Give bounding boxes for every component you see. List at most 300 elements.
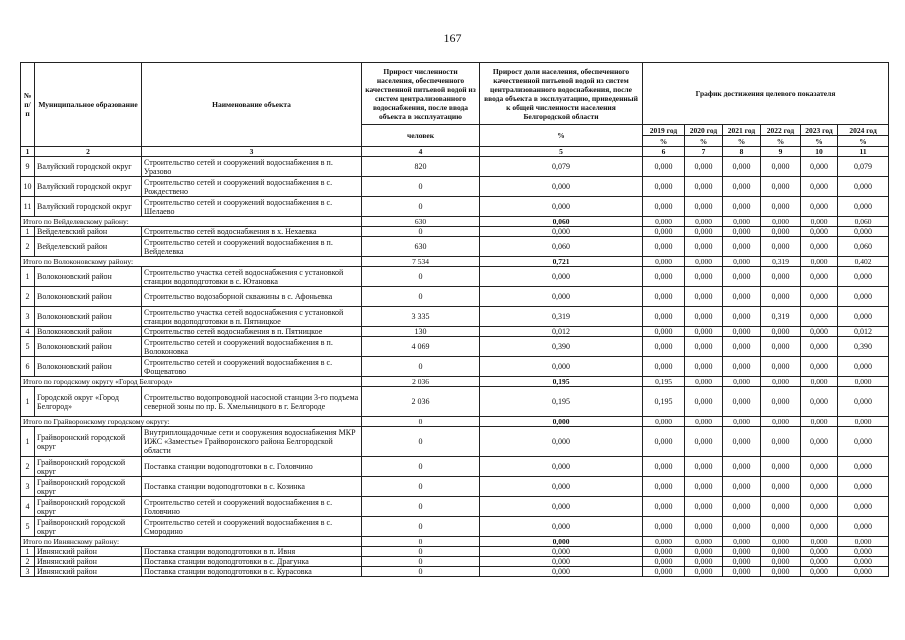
year-value: 0,000 <box>685 287 723 307</box>
year-value: 0,000 <box>723 427 761 457</box>
target-indicator-table <box>20 62 889 577</box>
year-value: 0,000 <box>685 567 723 577</box>
year-value: 0,000 <box>643 567 685 577</box>
municipality-cell: Волоконовский район <box>35 337 142 357</box>
share-value: 0,000 <box>480 427 643 457</box>
share-value: 0,000 <box>480 517 643 537</box>
year-value: 0,000 <box>838 557 889 567</box>
year-value: 0,000 <box>838 387 889 417</box>
row-number: 4 <box>21 497 35 517</box>
row-number: 2 <box>21 557 35 567</box>
year-value: 0,000 <box>723 457 761 477</box>
year-value: 0,000 <box>685 517 723 537</box>
year-2021: 2021 год <box>723 125 761 136</box>
year-value: 0,000 <box>761 547 801 557</box>
year-value: 0,000 <box>643 477 685 497</box>
table-row <box>21 427 889 457</box>
subtotal-row <box>21 537 889 547</box>
year-value: 0,000 <box>761 337 801 357</box>
year-value: 0,402 <box>838 257 889 267</box>
year-value: 0,000 <box>801 327 838 337</box>
table-row <box>21 567 889 577</box>
year-value: 0,000 <box>723 197 761 217</box>
municipality-cell: Ивнянский район <box>35 547 142 557</box>
year-value: 0,000 <box>838 417 889 427</box>
share-value: 0,012 <box>480 327 643 337</box>
share-value: 0,000 <box>480 477 643 497</box>
year-value: 0,000 <box>801 427 838 457</box>
year-value: 0,000 <box>838 227 889 237</box>
year-value: 0,000 <box>723 227 761 237</box>
object-cell: Строительство сетей водоснабжения в п. Пятницкое <box>142 327 362 337</box>
year-value: 0,000 <box>801 307 838 327</box>
year-value: 0,000 <box>685 267 723 287</box>
people-value: 0 <box>362 427 480 457</box>
object-cell: Строительство водозаборной скважины в с. Афоньевка <box>142 287 362 307</box>
year-value: 0,000 <box>643 357 685 377</box>
people-value: 0 <box>362 557 480 567</box>
people-value: 7 534 <box>362 257 480 267</box>
col-number: 5 <box>480 147 643 157</box>
year-value: 0,000 <box>685 477 723 497</box>
header-num: № п/п <box>21 63 35 147</box>
people-value: 0 <box>362 457 480 477</box>
people-value: 0 <box>362 287 480 307</box>
year-value: 0,000 <box>761 377 801 387</box>
year-value: 0,000 <box>761 427 801 457</box>
year-value: 0,000 <box>801 537 838 547</box>
share-value: 0,000 <box>480 177 643 197</box>
year-value: 0,000 <box>761 357 801 377</box>
year-value: 0,000 <box>723 217 761 227</box>
year-value: 0,000 <box>801 177 838 197</box>
year-value: 0,000 <box>761 267 801 287</box>
col-number: 2 <box>35 147 142 157</box>
object-cell: Строительство сетей и сооружений водоснабжения в с. Шелаево <box>142 197 362 217</box>
year-value: 0,000 <box>761 417 801 427</box>
year-value: 0,000 <box>838 497 889 517</box>
people-value: 0 <box>362 517 480 537</box>
year-value: 0,000 <box>761 477 801 497</box>
year-unit: % <box>801 136 838 147</box>
object-cell: Строительство сетей и сооружений водоснабжения в п. Волоконовка <box>142 337 362 357</box>
people-value: 0 <box>362 357 480 377</box>
table-row <box>21 387 889 417</box>
year-value: 0,195 <box>643 377 685 387</box>
row-number: 1 <box>21 427 35 457</box>
year-value: 0,000 <box>643 327 685 337</box>
table-row <box>21 357 889 377</box>
year-value: 0,000 <box>801 287 838 307</box>
year-value: 0,000 <box>643 537 685 547</box>
share-value: 0,000 <box>480 227 643 237</box>
object-cell: Строительство участка сетей водоснабжения с установкой станции водоподготовки в п. Пятницкое <box>142 307 362 327</box>
table-row <box>21 227 889 237</box>
people-value: 0 <box>362 267 480 287</box>
year-value: 0,000 <box>643 547 685 557</box>
year-value: 0,000 <box>685 227 723 237</box>
header-growth-people: Прирост численности населения, обеспеченного качественной питьевой водой из систем централизованного водоснабжения, после ввода объекта в эксплуатацию <box>362 63 480 125</box>
share-value: 0,060 <box>480 217 643 227</box>
object-cell: Строительство сетей и сооружений водоснабжения в с. Головчино <box>142 497 362 517</box>
year-value: 0,000 <box>685 157 723 177</box>
municipality-cell: Вейделевский район <box>35 227 142 237</box>
year-value: 0,000 <box>643 177 685 197</box>
people-value: 0 <box>362 547 480 557</box>
col-number: 9 <box>761 147 801 157</box>
year-value: 0,012 <box>838 327 889 337</box>
people-value: 2 036 <box>362 387 480 417</box>
header-schedule: График достижения целевого показателя <box>643 63 889 125</box>
year-value: 0,000 <box>723 267 761 287</box>
year-value: 0,319 <box>761 307 801 327</box>
share-value: 0,390 <box>480 337 643 357</box>
share-value: 0,721 <box>480 257 643 267</box>
share-value: 0,000 <box>480 537 643 547</box>
year-value: 0,000 <box>761 157 801 177</box>
year-value: 0,000 <box>838 517 889 537</box>
object-cell: Поставка станции водоподготовки в с. Головчино <box>142 457 362 477</box>
year-value: 0,000 <box>838 567 889 577</box>
year-value: 0,000 <box>801 477 838 497</box>
year-value: 0,000 <box>801 497 838 517</box>
col-number: 3 <box>142 147 362 157</box>
year-value: 0,000 <box>838 547 889 557</box>
year-value: 0,000 <box>723 417 761 427</box>
year-value: 0,000 <box>801 417 838 427</box>
col-number: 8 <box>723 147 761 157</box>
row-number: 2 <box>21 237 35 257</box>
year-value: 0,000 <box>761 327 801 337</box>
year-value: 0,000 <box>801 377 838 387</box>
year-value: 0,000 <box>838 357 889 377</box>
people-value: 0 <box>362 197 480 217</box>
subtotal-row <box>21 377 889 387</box>
municipality-cell: Волоконовский район <box>35 267 142 287</box>
municipality-cell: Волоконовский район <box>35 307 142 327</box>
subtotal-label: Итого по Волоконовскому району: <box>21 257 362 267</box>
year-value: 0,000 <box>685 257 723 267</box>
year-value: 0,000 <box>761 557 801 567</box>
year-value: 0,000 <box>685 547 723 557</box>
table-row <box>21 337 889 357</box>
year-value: 0,195 <box>643 387 685 417</box>
year-value: 0,060 <box>838 237 889 257</box>
municipality-cell: Грайворонский городской округ <box>35 427 142 457</box>
year-value: 0,000 <box>761 517 801 537</box>
row-number: 3 <box>21 307 35 327</box>
year-value: 0,000 <box>801 457 838 477</box>
people-value: 0 <box>362 417 480 427</box>
municipality-cell: Ивнянский район <box>35 567 142 577</box>
municipality-cell: Грайворонский городской округ <box>35 457 142 477</box>
col-number: 4 <box>362 147 480 157</box>
object-cell: Строительство сетей водоснабжения в х. Нехаевка <box>142 227 362 237</box>
year-value: 0,000 <box>685 387 723 417</box>
year-value: 0,000 <box>643 457 685 477</box>
object-cell: Поставка станции водоподготовки в п. Ивня <box>142 547 362 557</box>
year-value: 0,000 <box>801 267 838 287</box>
year-value: 0,000 <box>838 197 889 217</box>
share-value: 0,000 <box>480 497 643 517</box>
year-value: 0,000 <box>761 497 801 517</box>
year-value: 0,000 <box>685 237 723 257</box>
year-value: 0,000 <box>643 557 685 567</box>
table-row <box>21 517 889 537</box>
year-value: 0,000 <box>838 287 889 307</box>
row-number: 10 <box>21 177 35 197</box>
col-number: 7 <box>685 147 723 157</box>
year-value: 0,000 <box>685 537 723 547</box>
row-number: 3 <box>21 567 35 577</box>
share-value: 0,000 <box>480 197 643 217</box>
year-value: 0,000 <box>761 457 801 477</box>
people-value: 2 036 <box>362 377 480 387</box>
municipality-cell: Грайворонский городской округ <box>35 497 142 517</box>
people-value: 130 <box>362 327 480 337</box>
year-value: 0,000 <box>643 307 685 327</box>
year-value: 0,000 <box>723 337 761 357</box>
object-cell: Поставка станции водоподготовки в с. Козинка <box>142 477 362 497</box>
people-value: 0 <box>362 177 480 197</box>
year-value: 0,000 <box>761 387 801 417</box>
col-number: 10 <box>801 147 838 157</box>
table-row <box>21 497 889 517</box>
row-number: 9 <box>21 157 35 177</box>
year-value: 0,000 <box>723 287 761 307</box>
year-value: 0,000 <box>801 547 838 557</box>
year-value: 0,000 <box>723 547 761 557</box>
share-value: 0,000 <box>480 557 643 567</box>
year-value: 0,000 <box>723 377 761 387</box>
year-value: 0,000 <box>685 417 723 427</box>
municipality-cell: Валуйский городской округ <box>35 197 142 217</box>
year-2023: 2023 год <box>801 125 838 136</box>
year-value: 0,000 <box>685 457 723 477</box>
people-value: 0 <box>362 567 480 577</box>
year-value: 0,000 <box>723 517 761 537</box>
year-value: 0,000 <box>685 427 723 457</box>
share-value: 0,000 <box>480 287 643 307</box>
row-number: 1 <box>21 387 35 417</box>
year-unit: % <box>723 136 761 147</box>
year-value: 0,000 <box>801 357 838 377</box>
row-number: 1 <box>21 267 35 287</box>
row-number: 4 <box>21 327 35 337</box>
table-body <box>21 157 889 577</box>
year-value: 0,000 <box>838 377 889 387</box>
year-value: 0,000 <box>685 557 723 567</box>
year-2022: 2022 год <box>761 125 801 136</box>
year-value: 0,000 <box>761 537 801 547</box>
people-value: 0 <box>362 477 480 497</box>
year-value: 0,000 <box>643 497 685 517</box>
share-value: 0,000 <box>480 267 643 287</box>
share-value: 0,000 <box>480 567 643 577</box>
table-row <box>21 557 889 567</box>
year-value: 0,000 <box>685 377 723 387</box>
row-number: 1 <box>21 547 35 557</box>
row-number: 3 <box>21 477 35 497</box>
col-number: 6 <box>643 147 685 157</box>
object-cell: Строительство сетей и сооружений водоснабжения в с. Рождествено <box>142 177 362 197</box>
year-value: 0,000 <box>761 227 801 237</box>
share-value: 0,000 <box>480 357 643 377</box>
share-value: 0,000 <box>480 417 643 427</box>
year-value: 0,000 <box>761 177 801 197</box>
year-value: 0,000 <box>838 307 889 327</box>
table-row <box>21 477 889 497</box>
municipality-cell: Вейделевский район <box>35 237 142 257</box>
share-value: 0,079 <box>480 157 643 177</box>
year-value: 0,000 <box>685 307 723 327</box>
year-value: 0,000 <box>685 327 723 337</box>
row-number: 11 <box>21 197 35 217</box>
table-row <box>21 287 889 307</box>
row-number: 2 <box>21 457 35 477</box>
year-unit: % <box>761 136 801 147</box>
object-cell: Строительство участка сетей водоснабжения с установкой станции водоподготовки в с. Ютановка <box>142 267 362 287</box>
year-value: 0,000 <box>685 337 723 357</box>
share-value: 0,000 <box>480 457 643 477</box>
year-value: 0,000 <box>838 477 889 497</box>
municipality-cell: Грайворонский городской округ <box>35 517 142 537</box>
object-cell: Строительство водопроводной насосной станции 3-го подъема северной зоны по пр. Б. Хмельницкого в г. Белгороде <box>142 387 362 417</box>
year-value: 0,000 <box>643 417 685 427</box>
people-value: 0 <box>362 537 480 547</box>
year-value: 0,000 <box>685 197 723 217</box>
object-cell: Строительство сетей и сооружений водоснабжения в с. Смородино <box>142 517 362 537</box>
unit-pct: % <box>480 125 643 147</box>
year-value: 0,000 <box>801 557 838 567</box>
year-value: 0,000 <box>723 497 761 517</box>
year-value: 0,000 <box>723 157 761 177</box>
year-value: 0,390 <box>838 337 889 357</box>
subtotal-label: Итого по Вейделевскому району: <box>21 217 362 227</box>
table-row <box>21 457 889 477</box>
row-number: 5 <box>21 517 35 537</box>
year-value: 0,079 <box>838 157 889 177</box>
municipality-cell: Валуйский городской округ <box>35 157 142 177</box>
year-value: 0,000 <box>838 537 889 547</box>
year-value: 0,000 <box>801 387 838 417</box>
row-number: 5 <box>21 337 35 357</box>
year-value: 0,319 <box>761 257 801 267</box>
year-value: 0,000 <box>801 237 838 257</box>
municipality-cell: Валуйский городской округ <box>35 177 142 197</box>
object-cell: Строительство сетей и сооружений водоснабжения в с. Фощеватово <box>142 357 362 377</box>
year-value: 0,000 <box>723 537 761 547</box>
year-value: 0,000 <box>838 267 889 287</box>
year-value: 0,000 <box>643 217 685 227</box>
year-value: 0,000 <box>761 217 801 227</box>
people-value: 630 <box>362 237 480 257</box>
row-number: 6 <box>21 357 35 377</box>
year-value: 0,000 <box>685 497 723 517</box>
header-object: Наименование объекта <box>142 63 362 147</box>
subtotal-row <box>21 257 889 267</box>
year-value: 0,000 <box>723 387 761 417</box>
year-value: 0,000 <box>643 197 685 217</box>
table-row <box>21 177 889 197</box>
year-value: 0,000 <box>801 157 838 177</box>
subtotal-row <box>21 417 889 427</box>
col-number: 11 <box>838 147 889 157</box>
share-value: 0,000 <box>480 547 643 557</box>
year-value: 0,000 <box>643 227 685 237</box>
table-row <box>21 307 889 327</box>
year-value: 0,000 <box>838 427 889 457</box>
unit-people: человек <box>362 125 480 147</box>
year-value: 0,000 <box>685 217 723 227</box>
year-value: 0,000 <box>723 557 761 567</box>
municipality-cell: Ивнянский район <box>35 557 142 567</box>
year-value: 0,000 <box>723 307 761 327</box>
table-row <box>21 197 889 217</box>
row-number: 1 <box>21 227 35 237</box>
subtotal-label: Итого по Грайворонскому городскому округу: <box>21 417 362 427</box>
year-value: 0,000 <box>761 567 801 577</box>
row-number: 2 <box>21 287 35 307</box>
municipality-cell: Волоконовский район <box>35 287 142 307</box>
object-cell: Строительство сетей и сооружений водоснабжения в п. Уразово <box>142 157 362 177</box>
year-value: 0,060 <box>838 217 889 227</box>
table-row <box>21 547 889 557</box>
year-value: 0,000 <box>801 197 838 217</box>
share-value: 0,319 <box>480 307 643 327</box>
page-number: 167 <box>443 31 462 45</box>
year-value: 0,000 <box>838 457 889 477</box>
year-value: 0,000 <box>801 227 838 237</box>
year-value: 0,000 <box>723 567 761 577</box>
year-2024: 2024 год <box>838 125 889 136</box>
people-value: 3 335 <box>362 307 480 327</box>
year-value: 0,000 <box>723 357 761 377</box>
year-value: 0,000 <box>643 517 685 537</box>
year-value: 0,000 <box>838 177 889 197</box>
table-row <box>21 157 889 177</box>
year-value: 0,000 <box>761 237 801 257</box>
year-value: 0,000 <box>801 567 838 577</box>
year-value: 0,000 <box>643 237 685 257</box>
column-numbers-row <box>21 147 889 157</box>
year-value: 0,000 <box>643 427 685 457</box>
people-value: 0 <box>362 227 480 237</box>
object-cell: Строительство сетей и сооружений водоснабжения в п. Вейделевка <box>142 237 362 257</box>
people-value: 820 <box>362 157 480 177</box>
year-value: 0,000 <box>801 337 838 357</box>
object-cell: Внутриплощадочные сети и сооружения водоснабжения МКР ИЖС «Заместье» Грайворонского района Белгородской области <box>142 427 362 457</box>
people-value: 4 069 <box>362 337 480 357</box>
year-value: 0,000 <box>801 517 838 537</box>
people-value: 630 <box>362 217 480 227</box>
year-value: 0,000 <box>643 157 685 177</box>
object-cell: Поставка станции водоподготовки в с. Драгунка <box>142 557 362 567</box>
year-value: 0,000 <box>801 217 838 227</box>
year-value: 0,000 <box>685 357 723 377</box>
year-2019: 2019 год <box>643 125 685 136</box>
year-value: 0,000 <box>723 237 761 257</box>
year-value: 0,000 <box>761 197 801 217</box>
header-growth-share: Прирост доли населения, обеспеченного качественной питьевой водой из систем централизованного водоснабжения, после ввода объекта в эксплуатацию, приведенный к общей численности населения Белгородской области <box>480 63 643 125</box>
year-value: 0,000 <box>685 177 723 197</box>
year-2020: 2020 год <box>685 125 723 136</box>
subtotal-label: Итого по Ивнянскому району: <box>21 537 362 547</box>
municipality-cell: Грайворонский городской округ <box>35 477 142 497</box>
year-value: 0,000 <box>801 257 838 267</box>
table-row <box>21 327 889 337</box>
table-row <box>21 267 889 287</box>
